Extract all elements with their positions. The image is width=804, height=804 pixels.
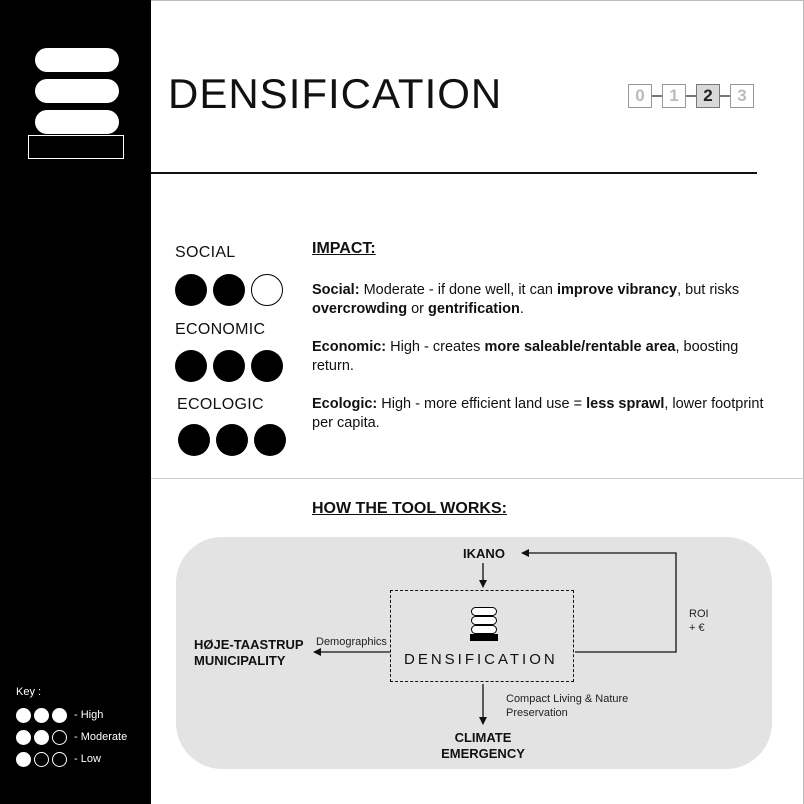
impact-text: , lower footprint per capita. [312, 396, 764, 431]
rating-label-ecologic: ECOLOGIC [177, 396, 264, 413]
key-label-high: - High [74, 709, 104, 721]
impact-emphasis: gentrification [428, 301, 520, 317]
stack-icon-base [470, 634, 498, 641]
node-climate-emergency [432, 730, 534, 762]
step-1[interactable]: 1 [662, 84, 686, 108]
impact-social-label: Social: [312, 282, 360, 298]
rating-label-economic: ECONOMIC [175, 321, 266, 338]
impact-text: High - creates [386, 339, 485, 355]
step-2-active[interactable]: 2 [696, 84, 720, 108]
edge-label-compact-line: Compact Living & Nature [506, 693, 629, 705]
impact-heading: IMPACT: [312, 240, 376, 257]
densification-label: DENSIFICATION [404, 651, 558, 668]
impact-text: , boosting return. [312, 339, 739, 374]
impact-emphasis: less sprawl [586, 396, 665, 412]
node-ikano: IKANO [463, 546, 505, 561]
node-municipality [194, 637, 304, 669]
edge-label-demographics: Demographics [316, 636, 387, 648]
edge-label-roi-line: + € [689, 622, 705, 634]
stack-icon-layer-3 [471, 625, 497, 634]
how-it-works-heading: HOW THE TOOL WORKS: [312, 500, 507, 517]
edge-label-roi-line: ROI [689, 608, 709, 620]
impact-economic-label: Economic: [312, 339, 387, 355]
edge-label-roi [689, 607, 709, 635]
page-title: DENSIFICATION [168, 70, 503, 117]
impact-emphasis: overcrowding [312, 301, 408, 317]
stack-icon-layer-2 [471, 616, 497, 625]
stack-icon-layer-1 [471, 607, 497, 616]
key-label-moderate: - Moderate [74, 731, 128, 743]
impact-emphasis: improve vibrancy [557, 282, 678, 298]
key-title: Key : [16, 686, 42, 698]
impact-text: High - more efficient land use = [377, 396, 587, 412]
key-label-low: - Low [74, 753, 101, 765]
rating-label-social: SOCIAL [175, 244, 236, 261]
impact-text: or [407, 301, 429, 317]
impact-text: Moderate - if done well, it can [359, 282, 558, 298]
node-climate-line: CLIMATE [454, 730, 512, 745]
node-climate-line: EMERGENCY [441, 746, 525, 761]
impact-ecologic-label: Ecologic: [312, 396, 378, 412]
node-municipality-line: HØJE-TAASTRUP [194, 637, 304, 652]
node-municipality-line: MUNICIPALITY [194, 653, 286, 668]
edge-label-compact-living [506, 692, 628, 720]
step-0[interactable]: 0 [628, 84, 652, 108]
edge-label-compact-line: Preservation [506, 707, 568, 719]
impact-emphasis: more saleable/rentable area [484, 339, 676, 355]
impact-text: , but risks [677, 282, 740, 298]
impact-text: . [519, 301, 524, 317]
step-3[interactable]: 3 [730, 84, 754, 108]
